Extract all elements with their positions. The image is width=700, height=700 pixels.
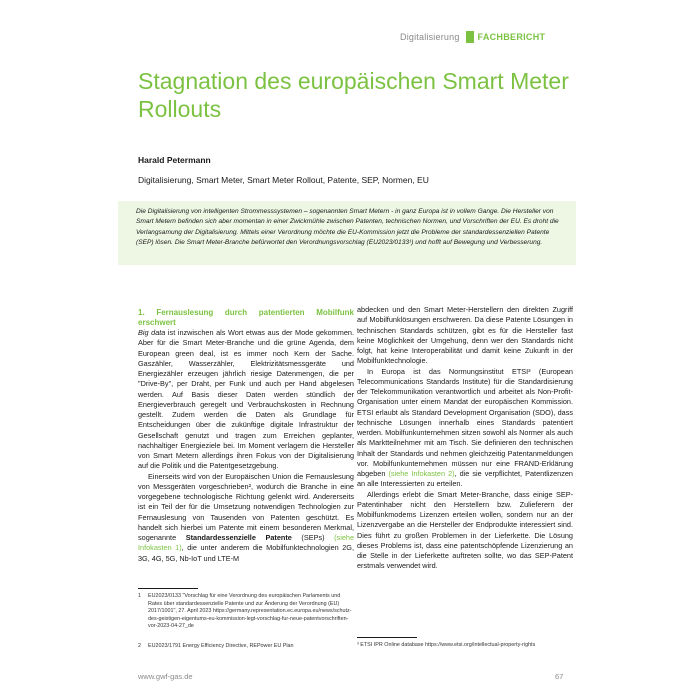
- section-heading: 1. Fernauslesung durch patentierten Mobilfunk erschwert: [138, 308, 354, 327]
- bold-term: Standardessenzielle Patente: [185, 533, 292, 542]
- paragraph: Big data ist inzwischen als Wort etwas aus der Mode gekommen. Aber für die Smart Meter-Branche und die grüne Agenda, dem European green deal, ist es immer noch Kern der Sache. Gaszähler, Wasserzähler, Elektrizitätsmessgeräte und Energiezähler erzeugen jährlich riesige Datenmengen, die per "Drive-By", per Draht, per Funk und auch per Hand abgelesen werden. Auf Basis dieser Daten werden stündlich der Energieverbrauch geregelt und Verbrauchskosten in Rechnung gestellt. Zudem werden die Daten als Grundlage für Entscheidungen über die zukünftige digitale Infrastruktur der Gesellschaft genutzt und tragen zum Erreichen geplanter, nachhaltiger Energieziele bei. Im Moment verlagern die Hersteller von Smart Metern allerdings ihren Fokus von der Digitalisierung auf die Politik und die Patentgesetzgebung.: [138, 328, 354, 471]
- keywords-line: Digitalisierung, Smart Meter, Smart Meter Rollout, Patente, SEP, Normen, EU: [138, 175, 429, 185]
- paragraph: abdecken und den Smart Meter-Herstellern den direkten Zugriff auf Mobilfunklösungen erschweren. Da diese Patente Lösungen in technischen Standards schützen, gibt es für die Hersteller fast keine Möglichkeit der Umgehung, denn wer den Standards nicht folgt, hat keine Interoperabilität und damit keine Zukunft in der Mobilfunktechnologie.: [357, 305, 573, 366]
- abstract-box: Die Digitalisierung von intelligenten Strommesssystemen – sogenannten Smart Metern - in ganz Europa ist in vollem Gange. Die Hersteller von Smart Metern befinden sich aber momentan in einer Zwickmühle zwischen Patenten, technischen Normen, und Vorschriften der EU. Es droht die Verlangsamung der Digitalisierung. Mittels einer Verordnung möchte die EU-Kommission jetzt die Probleme der standardessenziellen Patente (SEP) lösen. Die Smart Meter-Branche befürwortet den Verordnungsvorschlag (EU2023/0133¹) und hofft auf Bewegung und Verbesserung.: [118, 201, 576, 265]
- footnote-3: ³ ETSI IPR Online database https://www.etsi.org/intellectual-property-rights: [357, 642, 536, 648]
- footnote-2: 2 EU2023/1791 Energy Efficiency Directive, REPower EU Plan: [138, 643, 294, 649]
- footer-url: www.gwf-gas.de: [138, 672, 193, 681]
- paragraph: Einerseits wird von der Europäischen Union die Fernauslesung von Messgeräten vorgeschrieben², wodurch die Branche in eine vorgegebene technologische Richtung gelenkt wird. Andererseits ist ein Teil der für die Umsetzung notwendigen Technologien zur Fernauslesung von Tausenden von Patenten geschützt. Es handelt sich hierbei um Patente mit einem besonderen Merkmal, sogenannte Standardessenzielle Patente (SEPs) (siehe Infokasten 1), die unter anderem die Mobilfunktechnologien 2G, 3G, 4G, 5G, Nb-IoT und LTE-M: [138, 471, 354, 563]
- header-accent-bar: [466, 31, 474, 43]
- footnote-rule: [138, 588, 198, 589]
- page-number: 67: [555, 672, 564, 681]
- header-category: Digitalisierung: [400, 32, 460, 42]
- header-kind: FACHBERICHT: [477, 32, 546, 42]
- right-column: [357, 305, 573, 572]
- article-title: Stagnation des europäischen Smart Meter Rollouts: [138, 68, 569, 122]
- footnote-rule: [357, 637, 417, 638]
- infobox-link[interactable]: (siehe Infokasten 1): [138, 533, 354, 553]
- infobox-link[interactable]: (siehe Infokasten 2): [388, 469, 455, 478]
- lead-phrase: Big data: [138, 328, 166, 337]
- running-header: [400, 30, 545, 44]
- author-name: Harald Petermann: [138, 155, 211, 165]
- paragraph: In Europa ist das Normungsinstitut ETSI³ (European Telecommunications Standards Institute) für die Standardisierung der Telekommunikation verantwortlich und arbeitet als Non-Profit-Organisation unter einem Mandat der europäischen Kommission. ETSI erlaubt als Standard Development Organisation (SDO), dass technische Lösungen innerhalb eines Standards patentiert werden. Mobilfunkunternehmen sitzen sowohl als Normer als auch als Marktteilnehmer mit am Tisch. Sie definieren den technischen Inhalt der Standards und nehmen gleichzeitig Patentanmeldungen vor. Mobilfunkunternehmen müssen nur eine FRAND-Erklärung abgeben (siehe Infokasten 2), die sie verpflichtet, Patentlizenzen an alle Interessierten zu erteilen.: [357, 366, 573, 489]
- left-column: [138, 308, 354, 564]
- footnote-1: 1 EU2023/0133 "Vorschlag für eine Verordnung des europäischen Parlaments und Rates über standardessenzielle Patente und zur Änderung der Verordnung (EU) 2017/1001", 27. April 2023 https://germany.representation.ec.europa.eu/news/schutz-des-geistigen-eigentums-eu-kommission-legt-vorschlag-fur-neue-patentvorschriften-vor-2023-04-27_de: [138, 593, 352, 630]
- paragraph: Allerdings erlebt die Smart Meter-Branche, dass einige SEP-Patentinhaber nicht den Herstellern bzw. Zulieferern der Mobilfunkmodems Lizenzen erteilen wollen, sondern nur an der Lizenzvergabe an die Hersteller der Endprodukte interessiert sind. Dies führt zu großen Problemen in der Lieferkette. Die Lösung dieses Problems ist, dass eine patentschöpfende Lizenzierung an die Stelle in der Lieferkette auftreten sollte, wo das SEP-Patent erstmals verwendet wird.: [357, 489, 573, 571]
